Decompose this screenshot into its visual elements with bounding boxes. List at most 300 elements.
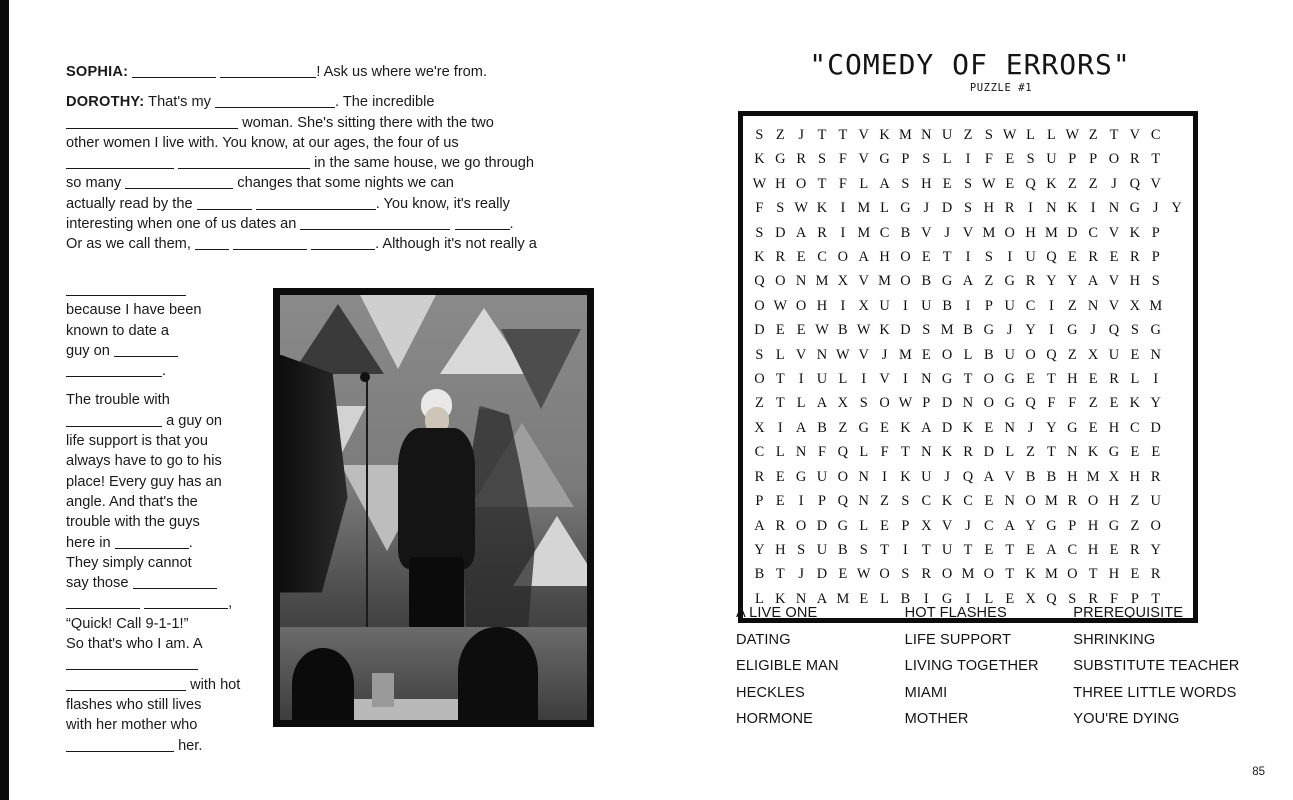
grid-letter: R — [1067, 493, 1078, 510]
word-list-item: THREE LITTLE WORDS — [1073, 684, 1237, 701]
grid-letter: R — [1130, 541, 1140, 558]
grid-letter: B — [838, 541, 848, 558]
grid-letter: A — [754, 517, 765, 534]
dorothy-text-8: actually read by the — [66, 195, 193, 212]
grid-letter: J — [965, 517, 971, 534]
grid-letter: N — [962, 395, 974, 412]
grid-letter: R — [1130, 151, 1140, 168]
grid-letter: V — [858, 151, 869, 168]
grid-letter: N — [1067, 444, 1078, 461]
grid-letter: N — [795, 273, 807, 290]
grid-letter: S — [984, 249, 993, 266]
grid-letter: S — [922, 322, 931, 339]
grid-letter — [1166, 172, 1187, 196]
grid-letter: A — [858, 249, 869, 266]
grid-letter: D — [983, 444, 995, 461]
grid-letter: I — [840, 297, 846, 314]
grid-letter: J — [798, 566, 804, 583]
grid-letter: E — [1088, 419, 1098, 436]
grid-letter: V — [1108, 224, 1120, 241]
grid-letter: H — [775, 175, 786, 192]
fill-blank — [300, 216, 450, 230]
grid-letter: M — [878, 273, 891, 290]
script-narrow-column — [66, 280, 252, 765]
grid-letter: Z — [984, 273, 994, 290]
grid-letter: T — [880, 541, 889, 558]
word-list-item: YOU'RE DYING — [1073, 711, 1180, 728]
grid-letter: E — [1151, 444, 1161, 461]
grid-letter: O — [775, 273, 786, 290]
grid-letter: N — [1150, 346, 1161, 363]
grid-letter: H — [1087, 517, 1099, 534]
grid-letter: I — [882, 468, 887, 485]
audience-head — [292, 648, 353, 720]
grid-letter: O — [1004, 224, 1015, 241]
narrow-line-9: place! Every guy has an — [66, 473, 222, 490]
grid-letter: T — [1005, 541, 1015, 558]
grid-letter: O — [1025, 493, 1036, 510]
grid-letter: B — [754, 566, 765, 583]
grid-letter: G — [775, 151, 786, 168]
grid-letter — [1166, 440, 1187, 464]
speaker-sophia: SOPHIA: — [66, 64, 129, 80]
grid-letter: Q — [837, 493, 849, 510]
grid-letter: H — [1129, 468, 1141, 485]
grid-letter: H — [1067, 468, 1078, 485]
grid-letter: S — [963, 200, 972, 217]
grid-letter: L — [880, 590, 889, 607]
grid-letter: I — [903, 541, 908, 558]
fill-blank — [311, 236, 375, 250]
fill-blank — [215, 94, 335, 108]
backdrop-shape — [360, 295, 436, 369]
grid-letter: K — [941, 444, 953, 461]
grid-letter: K — [1129, 224, 1141, 241]
fill-blank — [220, 64, 316, 78]
grid-letter: O — [837, 249, 849, 266]
fill-blank — [66, 656, 198, 670]
grid-letter: G — [1150, 322, 1161, 339]
script-column — [66, 62, 576, 265]
grid-letter: A — [795, 419, 807, 436]
narrow-line-7: life support is that you — [66, 433, 208, 450]
grid-letter: F — [1047, 395, 1056, 412]
sophia-line-text: ! Ask us where we're from. — [316, 64, 488, 80]
script-text — [66, 62, 576, 255]
grid-letter: X — [1129, 297, 1141, 314]
grid-letter: A — [795, 224, 807, 241]
grid-letter: H — [1025, 224, 1036, 241]
word-list — [736, 600, 1242, 733]
grid-letter: C — [963, 493, 973, 510]
dorothy-text-6: so many — [66, 175, 122, 192]
grid-letter: N — [1004, 419, 1015, 436]
grid-letter: H — [775, 541, 786, 558]
grid-letter: R — [796, 151, 806, 168]
grid-letter: I — [840, 224, 846, 241]
grid-letter: Z — [755, 395, 764, 412]
grid-letter: S — [755, 224, 764, 241]
grid-letter: O — [795, 175, 807, 192]
grid-letter: E — [1088, 371, 1098, 388]
grid-letter: K — [1087, 444, 1099, 461]
grid-letter: O — [941, 566, 953, 583]
grid-letter: O — [1087, 493, 1099, 510]
puzzle-column — [700, 48, 1240, 728]
grid-letter: U — [1004, 297, 1015, 314]
narrow-line-19: with hot — [190, 676, 241, 693]
grid-letter: N — [858, 493, 869, 510]
grid-letter: E — [1109, 541, 1119, 558]
grid-letter: P — [755, 493, 764, 510]
grid-letter: I — [965, 590, 971, 607]
grid-letter: D — [1150, 419, 1161, 436]
grid-letter: B — [1046, 468, 1057, 485]
grid-letter: H — [1108, 493, 1120, 510]
grid-letter: G — [1004, 395, 1015, 412]
narrow-line-16: , — [228, 595, 233, 612]
grid-letter — [1166, 147, 1187, 171]
dorothy-paragraph — [66, 92, 576, 254]
grid-letter: P — [901, 517, 910, 534]
grid-letter: V — [1108, 273, 1120, 290]
grid-letter: E — [984, 419, 994, 436]
grid-letter: Q — [1046, 590, 1057, 607]
grid-letter: I — [965, 249, 971, 266]
grid-letter: D — [816, 517, 828, 534]
grid-letter: T — [1005, 566, 1015, 583]
grid-letter: S — [859, 541, 868, 558]
grid-letter: O — [1150, 517, 1161, 534]
grid-letter: M — [1045, 493, 1058, 510]
grid-letter: G — [1129, 200, 1141, 217]
grid-letter: A — [816, 395, 828, 412]
word-list-item: PREREQUISITE — [1073, 605, 1184, 621]
grid-letter: T — [1151, 151, 1161, 168]
grid-letter: D — [1067, 224, 1078, 241]
fill-blank — [132, 64, 216, 78]
grid-letter — [1166, 391, 1187, 415]
grid-letter: C — [1150, 127, 1161, 143]
grid-letter: C — [1025, 297, 1036, 314]
grid-letter: I — [798, 371, 804, 388]
grid-letter: Z — [880, 493, 889, 510]
grid-letter: R — [921, 566, 932, 583]
grid-letter: D — [816, 566, 828, 583]
grid-letter: J — [944, 468, 950, 485]
grid-letter: M — [857, 224, 871, 241]
grid-letter: E — [775, 322, 785, 339]
grid-letter: S — [1130, 322, 1139, 339]
dorothy-text-1: That's my — [148, 94, 211, 111]
grid-letter: I — [1028, 200, 1033, 217]
grid-letter: O — [754, 297, 765, 314]
grid-letter: K — [1046, 175, 1057, 192]
grid-letter: F — [1068, 395, 1077, 412]
grid-letter: D — [900, 322, 911, 339]
grid-letter: Q — [1046, 249, 1057, 266]
grid-letter: T — [1151, 590, 1161, 607]
grid-letter: N — [1046, 200, 1057, 217]
grid-letter: I — [1049, 322, 1054, 339]
grid-letter: M — [857, 200, 871, 217]
grid-letter: L — [1005, 444, 1015, 461]
grid-letter: B — [1025, 468, 1036, 485]
grid-letter: S — [901, 175, 910, 192]
grid-letter: A — [816, 590, 828, 607]
grid-letter: H — [1129, 273, 1141, 290]
dorothy-text-13: . Although it's not really a — [375, 236, 537, 253]
grid-letter: R — [963, 444, 973, 461]
grid-letter: P — [984, 297, 993, 314]
dorothy-text-10: interesting when one of us dates an — [66, 216, 297, 233]
grid-letter: L — [775, 346, 785, 363]
grid-letter: L — [859, 444, 869, 461]
fill-blank — [256, 196, 376, 210]
grid-letter: N — [816, 346, 828, 363]
grid-letter: I — [861, 371, 867, 388]
grid-letter: M — [899, 346, 912, 363]
grid-letter: T — [1088, 566, 1098, 583]
grid-letter: O — [879, 395, 890, 412]
grid-letter: U — [1046, 151, 1057, 168]
grid-letter: F — [755, 200, 764, 217]
grid-letter: Q — [1129, 175, 1141, 192]
grid-letter: V — [879, 371, 890, 388]
grid-letter — [1166, 294, 1187, 318]
grid-letter: Q — [962, 468, 974, 485]
grid-letter: I — [1049, 297, 1054, 314]
grid-letter: H — [921, 175, 932, 192]
grid-letter: B — [963, 322, 973, 339]
grid-letter: E — [1026, 371, 1035, 388]
dorothy-text-4: other women I live with. You know, at our ages, the four of us — [66, 134, 459, 151]
grid-letter: W — [982, 175, 996, 192]
grid-letter: C — [1130, 419, 1140, 436]
grid-letter: G — [1046, 517, 1057, 534]
grid-letter: Y — [1067, 273, 1078, 290]
grid-letter: S — [1151, 273, 1160, 290]
word-list-column — [905, 600, 1074, 733]
grid-letter: U — [1150, 493, 1161, 510]
grid-letter: L — [1026, 127, 1035, 143]
grid-letter: W — [1065, 127, 1080, 143]
grid-letter: B — [838, 322, 848, 339]
grid-letter: Q — [837, 444, 849, 461]
narrow-line-15: say those — [66, 575, 129, 592]
grid-letter: I — [1007, 249, 1013, 266]
puzzle-title: "COMEDY OF ERRORS" — [809, 48, 1131, 81]
grid-letter: K — [816, 200, 828, 217]
sophia-paragraph — [66, 62, 576, 82]
grid-letter: P — [1089, 151, 1098, 168]
grid-letter: O — [941, 346, 953, 363]
grid-letter: S — [1068, 590, 1077, 607]
grid-letter: M — [1045, 566, 1058, 583]
grid-letter — [1166, 221, 1187, 245]
dorothy-text-7: changes that some nights we can — [237, 175, 454, 192]
grid-letter: H — [1108, 419, 1120, 436]
grid-letter: F — [1109, 590, 1118, 607]
fill-blank — [115, 535, 189, 549]
grid-letter: A — [1004, 517, 1015, 534]
puzzle-subtitle: PUZZLE #1 — [969, 82, 1033, 94]
grid-letter: E — [775, 468, 785, 485]
grid-letter: H — [1087, 541, 1099, 558]
grid-letter: L — [859, 175, 869, 192]
grid-letter: E — [1130, 346, 1140, 363]
grid-letter: W — [836, 346, 850, 363]
grid-letter: Z — [838, 419, 848, 436]
grid-letter: L — [755, 590, 764, 607]
word-list-column — [736, 600, 905, 733]
grid-letter: A — [1046, 541, 1057, 558]
grid-letter: R — [1150, 468, 1161, 485]
grid-letter: P — [1068, 151, 1077, 168]
narrow-line-2: known to date a — [66, 322, 170, 339]
grid-letter: V — [962, 224, 974, 241]
fill-blank — [66, 115, 238, 129]
grid-letter: P — [901, 151, 910, 168]
grid-letter: I — [903, 297, 908, 314]
grid-letter: I — [798, 493, 804, 510]
grid-letter: I — [777, 419, 783, 436]
grid-letter: C — [984, 517, 994, 534]
fill-blank — [66, 595, 140, 609]
fill-blank — [125, 175, 233, 189]
grid-letter: E — [1005, 590, 1015, 607]
grid-letter: C — [921, 493, 932, 510]
grid-letter: K — [1025, 566, 1036, 583]
grid-letter: F — [817, 444, 826, 461]
grid-letter: L — [984, 590, 994, 607]
grid-letter: Z — [1067, 346, 1077, 363]
grid-letter: Z — [963, 127, 973, 143]
grid-letter: Y — [1025, 322, 1036, 339]
grid-letter: I — [965, 297, 971, 314]
grid-letter: F — [880, 444, 889, 461]
grid-letter: I — [923, 590, 929, 607]
microphone-stand — [366, 380, 368, 661]
page-number: 85 — [1252, 766, 1265, 778]
grid-letter: U — [1004, 346, 1015, 363]
grid-letter: S — [755, 346, 764, 363]
grid-letter — [1166, 123, 1187, 147]
grid-letter: S — [776, 200, 785, 217]
grid-letter: K — [962, 419, 974, 436]
grid-letter: P — [1068, 517, 1077, 534]
dorothy-text-12: Or as we call them, — [66, 236, 191, 253]
grid-letter: G — [837, 517, 849, 534]
grid-letter: K — [775, 590, 786, 607]
narrow-line-14: They simply cannot — [66, 554, 192, 571]
grid-letter: V — [1129, 127, 1141, 143]
grid-letter: N — [921, 371, 932, 388]
grid-letter: A — [1087, 273, 1099, 290]
grid-letter: W — [1002, 127, 1017, 143]
narrow-line-21: with her mother who — [66, 717, 198, 734]
grid-letter: Z — [1088, 395, 1098, 412]
grid-letter: M — [1045, 224, 1058, 241]
grid-letter: Z — [1130, 493, 1140, 510]
grid-letter: E — [1005, 151, 1015, 168]
grid-letter: E — [984, 493, 994, 510]
grid-letter: V — [858, 127, 869, 143]
grid-letter: E — [1005, 175, 1015, 192]
dorothy-text-11: . — [509, 216, 514, 233]
grid-letter: L — [880, 200, 889, 217]
grid-letter: N — [858, 468, 869, 485]
grid-letter: H — [983, 200, 995, 217]
grid-letter: I — [903, 371, 908, 388]
grid-letter: B — [984, 346, 994, 363]
grid-letter: U — [879, 297, 890, 314]
grid-letter: N — [1004, 493, 1015, 510]
grid-letter — [1166, 245, 1187, 269]
grid-letter: E — [921, 249, 931, 266]
fill-blank — [114, 343, 178, 357]
grid-letter: R — [754, 468, 765, 485]
grid-letter: B — [921, 273, 932, 290]
grid-letter: A — [879, 175, 890, 192]
grid-letter: U — [816, 541, 828, 558]
grid-letter: E — [880, 419, 889, 436]
grid-letter: T — [1109, 127, 1119, 143]
grid-letter: V — [941, 517, 953, 534]
grid-letter: J — [881, 346, 888, 363]
grid-letter: D — [941, 200, 953, 217]
word-list-item: MOTHER — [904, 711, 969, 728]
grid-letter: B — [900, 590, 911, 607]
grid-letter: L — [1130, 371, 1140, 388]
grid-letter: Q — [1025, 175, 1036, 192]
dorothy-text-5: in the same house, we go through — [314, 155, 534, 172]
grid-letter: J — [1111, 175, 1117, 192]
grid-letter: E — [880, 517, 889, 534]
grid-letter: V — [1108, 297, 1120, 314]
grid-letter: C — [817, 249, 827, 266]
fill-blank — [66, 738, 174, 752]
page-spine — [0, 0, 9, 800]
grid-letter: R — [1109, 371, 1119, 388]
grid-letter: S — [755, 127, 764, 143]
grid-letter: L — [963, 346, 973, 363]
grid-letter: E — [984, 541, 994, 558]
grid-letter — [1166, 343, 1187, 367]
grid-letter: E — [1026, 541, 1035, 558]
grid-letter: W — [856, 566, 871, 583]
grid-letter: B — [900, 224, 911, 241]
word-list-item: SHRINKING — [1073, 631, 1156, 648]
grid-letter: R — [1004, 200, 1015, 217]
grid-letter — [1166, 318, 1187, 342]
grid-letter: Q — [1108, 322, 1120, 339]
grid-letter: X — [1087, 346, 1099, 363]
grid-letter: S — [922, 151, 931, 168]
grid-letter: J — [1006, 322, 1013, 339]
grid-letter — [1166, 465, 1187, 489]
grid-letter: X — [858, 297, 869, 314]
grid-letter: P — [1151, 249, 1160, 266]
grid-letter: P — [1151, 224, 1160, 241]
word-list-item: LIVING TOGETHER — [904, 658, 1039, 675]
narrow-line-11: trouble with the guys — [66, 514, 200, 531]
grid-letter: M — [982, 224, 996, 241]
grid-letter: V — [921, 224, 932, 241]
grid-letter: V — [795, 346, 807, 363]
narrow-line-13: . — [188, 534, 193, 551]
microphone-icon — [360, 372, 370, 382]
